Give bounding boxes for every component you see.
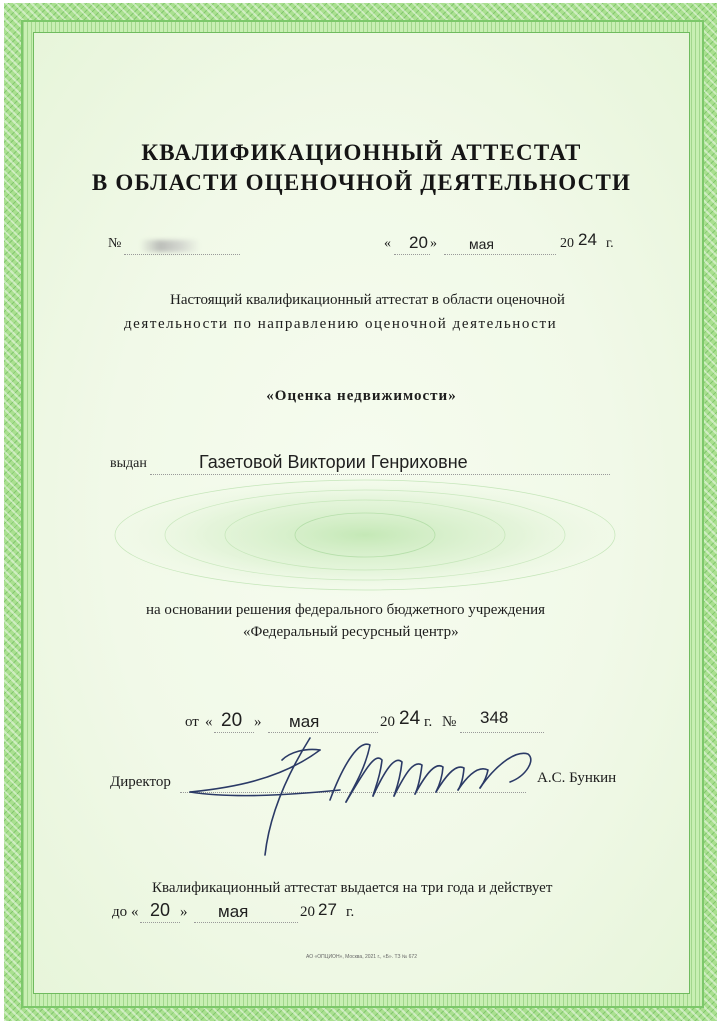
validity-text: Квалификационный аттестат выдается на три года и действует	[152, 880, 553, 896]
date-day-underline	[394, 254, 430, 255]
date-year-suffix: 24	[578, 230, 597, 249]
certificate-title-line2: В ОБЛАСТИ ОЦЕНОЧНОЙ ДЕЯТЕЛЬНОСТИ	[91, 170, 632, 195]
date-open-quote: «	[384, 236, 391, 251]
date-month: мая	[469, 236, 494, 252]
date-year-prefix: 20	[560, 236, 574, 251]
validity-year-prefix: 20	[300, 904, 315, 920]
validity-month-underline	[194, 922, 298, 923]
validity-until-label: до	[112, 904, 128, 920]
director-signature	[170, 730, 550, 870]
printer-imprint: АО «ОПЦИОН», Москва, 2021 г., «Б». ТЗ № 672	[306, 954, 417, 960]
decision-from-label: от	[185, 714, 199, 730]
decision-year-prefix: 20	[380, 714, 395, 730]
date-close-quote: »	[430, 236, 437, 251]
decision-open-quote: «	[205, 714, 213, 730]
validity-month: мая	[218, 902, 249, 921]
holder-name: Газетовой Виктории Генриховне	[199, 452, 468, 472]
issued-label: выдан	[110, 456, 147, 471]
validity-close-quote: »	[180, 904, 188, 920]
basis-line1: на основании решения федерального бюджетного учреждения	[146, 602, 546, 618]
date-day: 20	[409, 233, 428, 252]
date-year-unit: г.	[606, 236, 614, 251]
para-line1: Настоящий квалификационный аттестат в области оценочной	[170, 292, 565, 308]
holder-underline	[150, 474, 610, 475]
decision-year-unit: г.	[424, 714, 433, 730]
decision-number: 348	[480, 708, 509, 727]
validity-year-suffix: 27	[318, 900, 337, 919]
validity-day: 20	[150, 900, 171, 920]
validity-day-underline	[140, 922, 180, 923]
basis-line2: «Федеральный ресурсный центр»	[243, 624, 459, 640]
para-line2: деятельности по направлению оценочной деятельности	[124, 316, 558, 332]
director-label: Директор	[110, 774, 171, 790]
validity-year-unit: г.	[346, 904, 355, 920]
decision-day: 20	[221, 710, 243, 731]
decision-number-label: №	[442, 714, 457, 730]
decision-month: мая	[289, 712, 320, 731]
direction-name: «Оценка недвижимости»	[266, 388, 457, 404]
date-month-underline	[444, 254, 556, 255]
decision-close-quote: »	[254, 714, 262, 730]
number-underline	[124, 254, 240, 255]
director-name: А.С. Бункин	[537, 770, 617, 786]
number-label: №	[108, 236, 122, 251]
validity-open-quote: «	[131, 904, 139, 920]
decision-year-suffix: 24	[399, 708, 421, 729]
certificate-title-line1: КВАЛИФИКАЦИОННЫЙ АТТЕСТАТ	[141, 140, 582, 165]
redacted-number	[140, 240, 200, 252]
